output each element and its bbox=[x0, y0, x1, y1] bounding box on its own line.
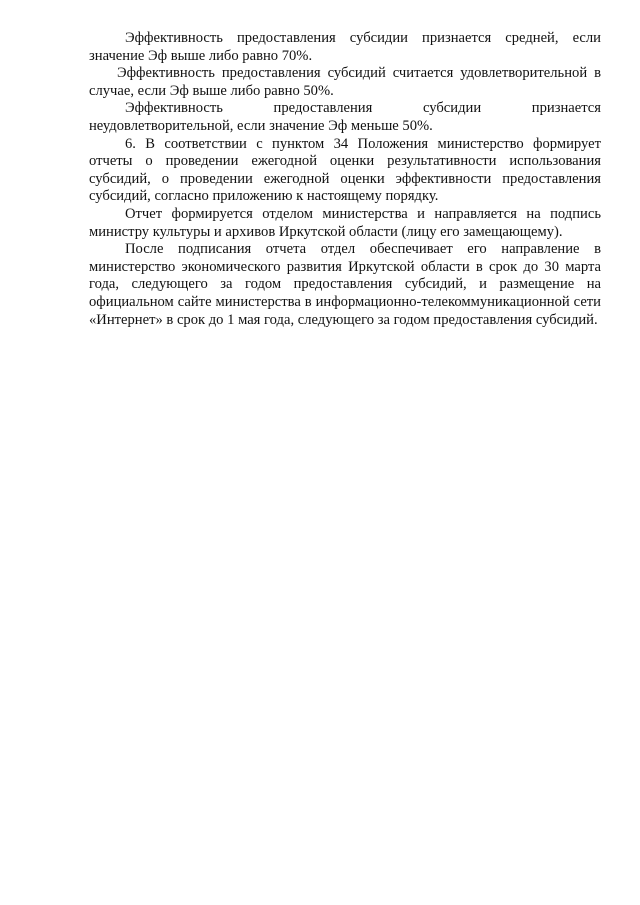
paragraph-report-submission: После подписания отчета отдел обеспечивает его направление в министерство экономического развития Иркутской области в срок до 30 марта года, следующего за годом предоставления субсидий, и размещение на официальном сайте министерства в информационно-телекоммуникационной сети «Интернет» в срок до 1 мая года, следующего за годом предоставления субсидий. bbox=[89, 241, 601, 328]
paragraph-efficiency-average: Эффективность предоставления субсидии признается средней, если значение Эф выше либо равно 70%. bbox=[89, 30, 601, 64]
paragraph-efficiency-satisfactory: Эффективность предоставления субсидий считается удовлетворительной в случае, если Эф выше либо равно 50%. bbox=[89, 65, 601, 99]
document-body bbox=[89, 30, 601, 329]
paragraph-report-signing: Отчет формируется отделом министерства и направляется на подпись министру культуры и архивов Иркутской области (лицу его замещающему). bbox=[89, 205, 601, 240]
paragraph-efficiency-unsatisfactory: Эффективность предоставления субсидии признается неудовлетворительной, если значение Эф меньше 50%. bbox=[89, 100, 601, 134]
paragraph-item-6-reports: 6. В соответствии с пунктом 34 Положения министерство формирует отчеты о проведении ежегодной оценки результативности использования субсидий, о проведении ежегодной оценки эффективности предоставления субсидий, согласно приложению к настоящему порядку. bbox=[89, 135, 601, 205]
